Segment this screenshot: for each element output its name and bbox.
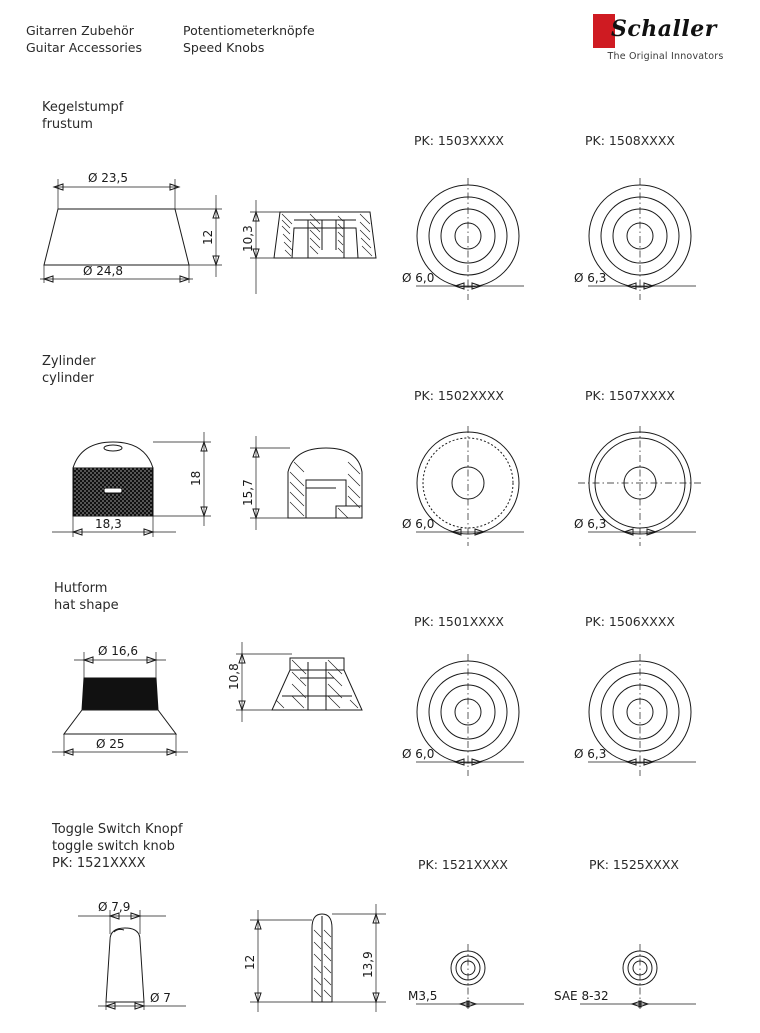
section-cylinder-title-en: cylinder <box>42 371 94 386</box>
logo-tagline: The Original Innovators <box>607 51 724 62</box>
header-en-line2: Speed Knobs <box>183 40 265 55</box>
section-toggle-title-pk: PK: 1521XXXX <box>52 856 146 871</box>
pk-label-1506: PK: 1506XXXX <box>585 614 675 629</box>
svg-text:15,7: 15,7 <box>241 479 255 506</box>
svg-text:18,3: 18,3 <box>95 517 122 531</box>
svg-text:Ø 6,3: Ø 6,3 <box>574 747 607 761</box>
pk-label-1525: PK: 1525XXXX <box>589 857 679 872</box>
header-en-line1: Guitar Accessories <box>26 40 143 55</box>
svg-text:Ø 23,5: Ø 23,5 <box>88 171 128 185</box>
pk-label-1503: PK: 1503XXXX <box>414 133 504 148</box>
svg-text:10,8: 10,8 <box>227 663 241 690</box>
section-frustum-title-en: frustum <box>42 117 93 132</box>
svg-text:M3,5: M3,5 <box>408 989 438 1003</box>
section-cylinder-title-de: Zylinder <box>42 354 96 369</box>
header-de-line2: Potentiometerknöpfe <box>183 23 315 38</box>
toggle-section-drawing <box>236 900 401 1025</box>
logo-mark <box>593 14 738 48</box>
section-frustum-title-de: Kegelstumpf <box>42 100 124 115</box>
header-de-line1: Gitarren Zubehör <box>26 23 134 38</box>
schaller-logo <box>593 14 738 62</box>
svg-text:12: 12 <box>201 229 215 245</box>
section-title-hat-shape <box>54 580 119 614</box>
svg-text:13,9: 13,9 <box>361 951 375 978</box>
section-toggle-title-en: toggle switch knob <box>52 839 175 854</box>
section-title-toggle-switch <box>52 821 183 872</box>
svg-text:Ø 25: Ø 25 <box>96 737 125 751</box>
hat-elevation-drawing <box>26 638 226 768</box>
svg-text:Ø 7: Ø 7 <box>150 991 171 1005</box>
hat-section-drawing <box>222 630 397 755</box>
frustum-elevation-drawing <box>26 165 236 300</box>
svg-text:Ø 24,8: Ø 24,8 <box>83 264 123 278</box>
cylinder-elevation-drawing <box>26 420 236 550</box>
section-toggle-title-de: Toggle Switch Knopf <box>52 822 183 837</box>
frustum-topview-right <box>566 178 726 308</box>
frustum-section-drawing <box>236 190 396 320</box>
pk-label-1501: PK: 1501XXXX <box>414 614 504 629</box>
frustum-topview-left <box>394 178 554 308</box>
logo-wordmark: Schaller <box>611 16 717 42</box>
pk-label-1502: PK: 1502XXXX <box>414 388 504 403</box>
svg-text:Ø 16,6: Ø 16,6 <box>98 644 138 658</box>
svg-text:Ø 6,0: Ø 6,0 <box>402 517 435 531</box>
header-column-2 <box>183 22 315 56</box>
svg-text:Ø 6,0: Ø 6,0 <box>402 747 435 761</box>
toggle-elevation-drawing <box>26 898 226 1028</box>
svg-text:18: 18 <box>189 470 203 486</box>
svg-text:Ø 6,3: Ø 6,3 <box>574 517 607 531</box>
cylinder-topview-right <box>566 428 726 553</box>
section-hat-title-de: Hutform <box>54 581 108 596</box>
toggle-topview-left <box>394 940 554 1030</box>
section-title-frustum <box>42 99 123 133</box>
svg-text:10,3: 10,3 <box>241 225 255 252</box>
toggle-topview-right <box>554 940 741 1030</box>
svg-text:Ø 7,9: Ø 7,9 <box>98 900 131 914</box>
section-hat-title-en: hat shape <box>54 598 119 613</box>
svg-text:Ø 6,3: Ø 6,3 <box>574 271 607 285</box>
pk-label-1507: PK: 1507XXXX <box>585 388 675 403</box>
pk-label-1521: PK: 1521XXXX <box>418 857 508 872</box>
cylinder-section-drawing <box>236 428 396 548</box>
svg-text:12: 12 <box>243 954 257 970</box>
cylinder-topview-left <box>394 428 554 553</box>
svg-text:Ø 6,0: Ø 6,0 <box>402 271 435 285</box>
svg-text:SAE 8-32: SAE 8-32 <box>554 989 609 1003</box>
header-text-block <box>26 22 315 56</box>
hat-topview-right <box>566 654 726 784</box>
section-title-cylinder <box>42 353 96 387</box>
pk-label-1508: PK: 1508XXXX <box>585 133 675 148</box>
hat-topview-left <box>394 654 554 784</box>
